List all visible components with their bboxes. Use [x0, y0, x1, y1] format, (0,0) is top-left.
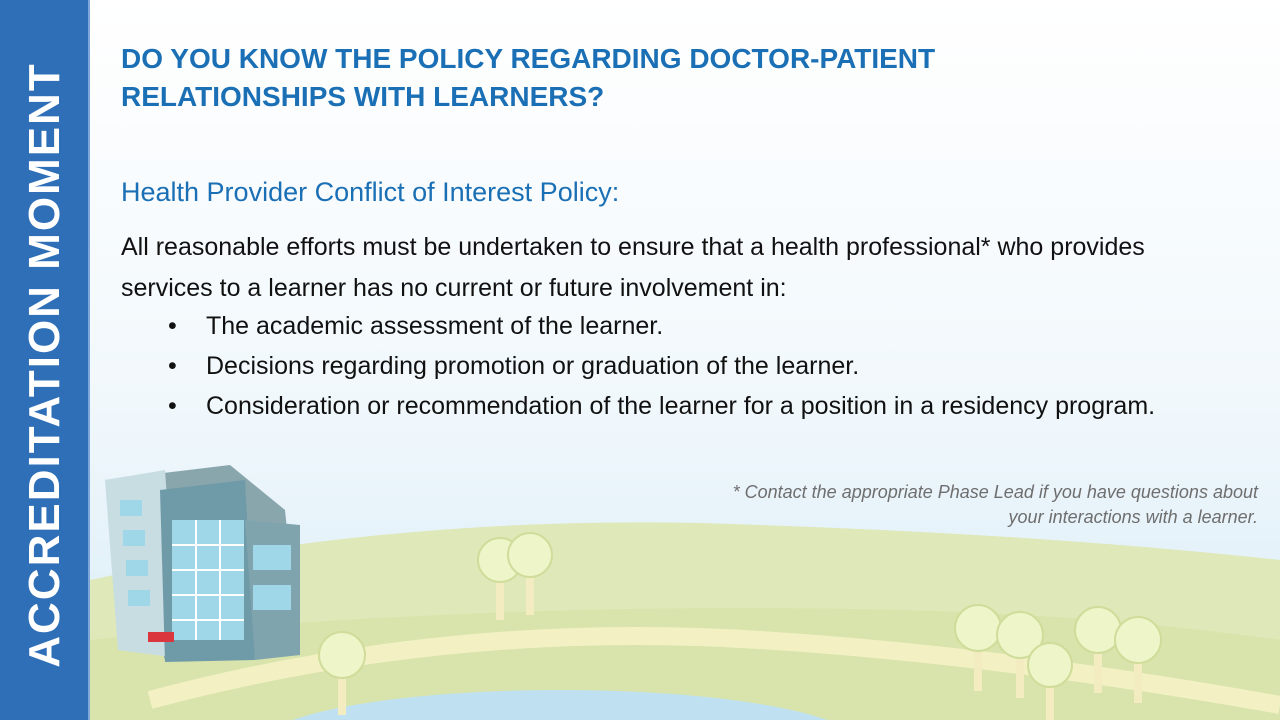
bullet-text: The academic assessment of the learner. [206, 312, 664, 340]
bullet-text: Decisions regarding promotion or graduation of the learner. [206, 352, 860, 380]
page-title: DO YOU KNOW THE POLICY REGARDING DOCTOR-PATIENT RELATIONSHIPS WITH LEARNERS? [121, 43, 936, 112]
bullet-item [168, 386, 1218, 426]
sidebar-label: ACCREDITATION MOMENT [20, 62, 69, 668]
bullet-icon: • [168, 352, 177, 380]
bullet-text: Consideration or recommendation of the learner for a position in a residency program. [206, 392, 1156, 420]
bullet-icon: • [168, 392, 177, 420]
policy-heading: Health Provider Conflict of Interest Policy: [121, 177, 620, 207]
bullet-icon: • [168, 312, 177, 340]
bullet-item [168, 346, 1218, 386]
bullet-item [168, 306, 1218, 346]
policy-bullet-list [168, 306, 1218, 426]
sidebar-banner [0, 0, 90, 720]
footnote: * Contact the appropriate Phase Lead if you have questions about your interactions with a learner. [732, 482, 1258, 527]
policy-description: All reasonable efforts must be undertaken to ensure that a health professional* who provides services to a learner has no current or future involvement in: [121, 233, 1145, 302]
